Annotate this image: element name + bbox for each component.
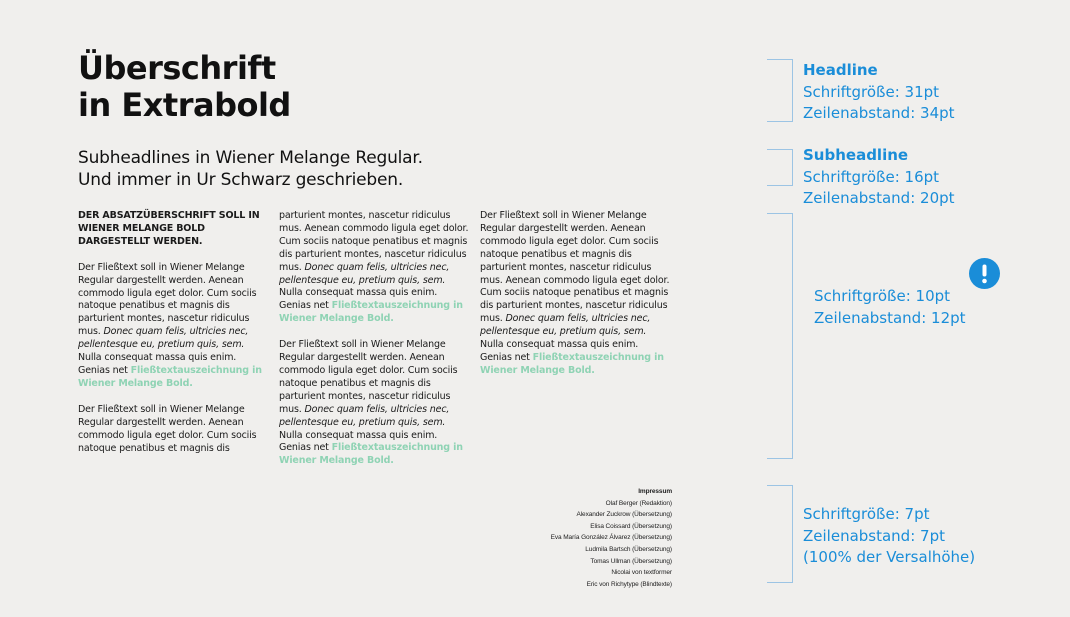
headline-line-2: in Extrabold: [78, 86, 291, 124]
body-text: Der Fließtext soll in Wiener Melange Regular dargestellt werden. Aenean commodo ligula eget dolor. Cum sociis natoque penatibus et magnis dis parturient montes, nascetur ridiculus mus. Aenean commodo ligula eget dolor. Cum sociis natoque penatibus et magnis dis parturient montes, nascetur ridiculus mus.: [480, 210, 670, 325]
paragraph-heading: DER ABSATZÜBERSCHRIFT SOLL IN WIENER MELANGE BOLD DARGESTELLT WERDEN.: [78, 210, 260, 247]
small-text-bracket: [767, 485, 793, 583]
impressum-entry: Elisa Coissard (Übersetzung): [590, 522, 672, 530]
body-column-1: [78, 210, 268, 468]
small-spec-leading: Zeilenabstand: 7pt: [803, 526, 945, 545]
body-highlight-text: Fließtextauszeichnung in Wiener Melange Bold.: [279, 442, 463, 467]
body-text: Der Fließtext soll in Wiener Melange Regular dargestellt werden. Aenean commodo ligula eget dolor. Cum sociis natoque penatibus et magnis dis parturient montes, nascetur ridiculus mus.: [279, 339, 458, 415]
subheadline-spec-size: Schriftgröße: 16pt: [803, 167, 940, 186]
headline-spec: [803, 60, 955, 125]
body-highlight-text: Fließtextauszeichnung in Wiener Melange Bold.: [78, 364, 262, 389]
body-text: parturient montes, nascetur ridiculus mus. Aenean commodo ligula eget dolor. Cum sociis natoque penatibus et magnis dis parturient montes, nascetur ridiculus mus.: [279, 210, 469, 273]
body-italic-text: Donec quam felis, ultricies nec, pellentesque eu, pretium quis, sem.: [78, 326, 249, 351]
impressum-entry: Nicolai von textformer: [611, 569, 672, 577]
body-column-2: [279, 210, 469, 481]
small-spec-size: Schriftgröße: 7pt: [803, 505, 930, 523]
impressum-entry: Olaf Berger (Redaktion): [605, 499, 672, 507]
small-text-spec: [803, 504, 975, 569]
subheadline-line-1: Subheadlines in Wiener Melange Regular.: [78, 148, 423, 168]
body-bracket: [767, 213, 793, 459]
impressum-entry: Eva María González Álvarez (Übersetzung): [550, 534, 672, 542]
body-text: Nulla consequat massa quis enim. Genias net: [480, 339, 639, 363]
subheadline-spec-title: Subheadline: [803, 146, 909, 164]
impressum-entry: Alexander Zuckrow (Übersetzung): [576, 511, 672, 519]
impressum: [500, 486, 672, 590]
headline-line-1: Überschrift: [78, 49, 276, 87]
body-paragraph: [78, 404, 268, 456]
body-text: Der Fließtext soll in Wiener Melange Regular dargestellt werden. Aenean commodo ligula eget dolor. Cum sociis natoque penatibus et magnis dis: [78, 403, 257, 454]
body-spec-size: Schriftgröße: 10pt: [814, 287, 951, 305]
subheadline-line-2: Und immer in Ur Schwarz geschrieben.: [78, 170, 404, 190]
body-paragraph: [78, 262, 268, 391]
page-subheadline: [78, 147, 423, 191]
impressum-entry: Eric von Richytype (Blindtexte): [586, 580, 672, 588]
impressum-entry: Ludmila Bartsch (Übersetzung): [585, 545, 672, 553]
subheadline-spec: [803, 145, 955, 210]
headline-bracket: [767, 59, 793, 122]
body-text: Nulla consequat massa quis enim. Genias net: [279, 287, 438, 312]
body-italic-text: Donec quam felis, ultricies nec, pellentesque eu, pretium quis, sem.: [480, 313, 651, 338]
exclamation-circle-icon: [969, 258, 1000, 289]
body-italic-text: Donec quam felis, ultricies nec, pellentesque eu, pretium quis, sem.: [279, 261, 450, 286]
body-paragraph: [279, 339, 469, 468]
impressum-entry: Tomas Ullman (Übersetzung): [590, 557, 672, 565]
body-column-3: [480, 210, 670, 391]
small-spec-note: (100% der Versalhöhe): [803, 548, 976, 566]
subheadline-spec-leading: Zeilenabstand: 20pt: [803, 189, 955, 207]
body-highlight-text: Fließtextauszeichnung in Wiener Melange Bold.: [480, 351, 664, 376]
subheadline-bracket: [767, 149, 793, 186]
headline-spec-size: Schriftgröße: 31pt: [803, 82, 940, 101]
body-paragraph: [279, 210, 469, 326]
body-spec-leading: Zeilenabstand: 12pt: [814, 308, 966, 327]
body-text: Nulla consequat massa quis enim. Genias net: [78, 352, 237, 376]
body-paragraph: [480, 210, 670, 378]
body-spec: [814, 286, 966, 329]
body-text: Nulla consequat massa quis enim. Genias net: [279, 429, 438, 454]
body-text: Der Fließtext soll in Wiener Melange Regular dargestellt werden. Aenean commodo ligula eget dolor. Cum sociis natoque penatibus et magnis dis parturient montes, nascetur ridiculus mus.: [78, 261, 257, 338]
body-highlight-text: Fließtextauszeichnung in Wiener Melange Bold.: [279, 300, 463, 325]
body-italic-text: Donec quam felis, ultricies nec, pellentesque eu, pretium quis, sem.: [279, 403, 450, 428]
page-headline: [78, 50, 291, 124]
impressum-title: Impressum: [638, 488, 672, 495]
headline-spec-title: Headline: [803, 61, 878, 79]
headline-spec-leading: Zeilenabstand: 34pt: [803, 104, 955, 122]
